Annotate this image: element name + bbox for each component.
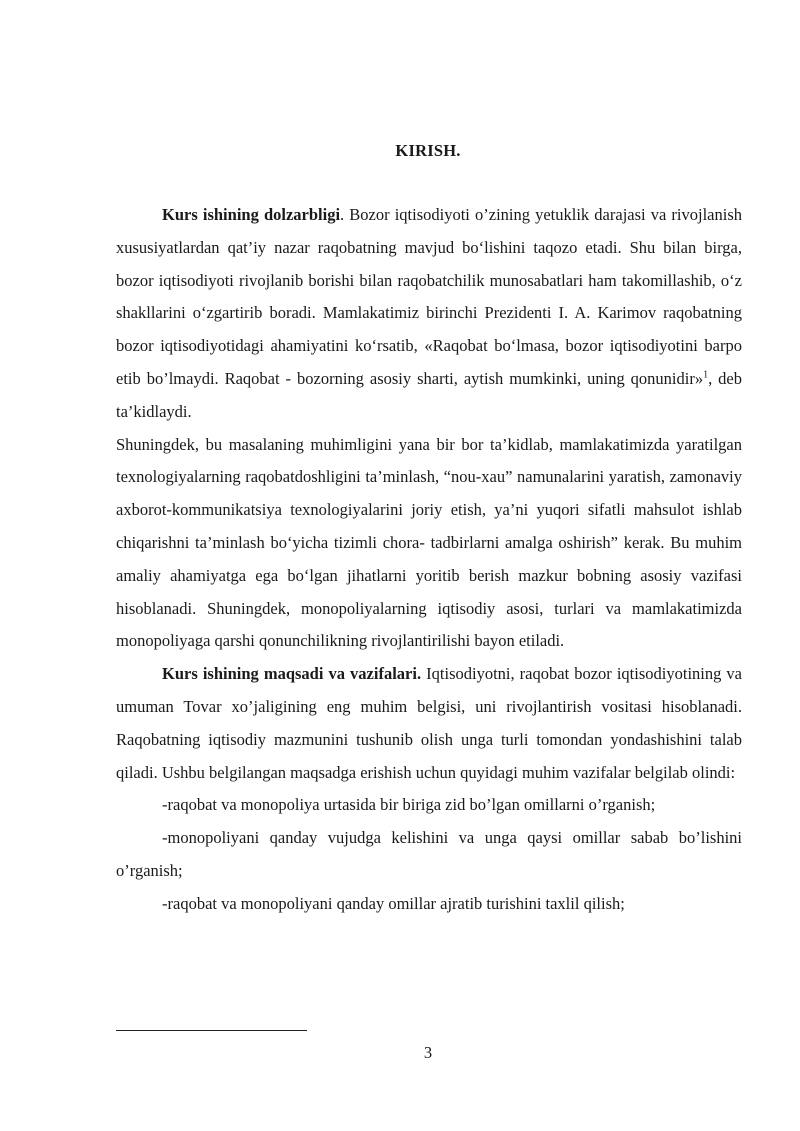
section-heading: KIRISH.: [395, 141, 461, 160]
task-item: -raqobat va monopoliyani qanday omillar ajratib turishini taxlil qilish;: [162, 893, 625, 913]
paragraph-continuation: Shuningdek, bu masalaning muhimligini yana bir bor ta’kidlab, mamlakatimizda yaratilgan texnologiyalarning raqobatdoshligini ta’minlash, “nou-xau” namunalarini yaratish, zamonaviy axborot-kommunikatsiya texnologiyalarini joriy etish, ya’ni yuqori sifatli mahsulot ishlab chiqarishni ta’minlash bo‘yicha tizimli chora- tadbirlarni amalga oshirish” kerak. Bu muhim amaliy ahamiyatga ega bo‘lgan jihatlarni yoritib berish mazkur bobning asosiy vazifasi hisoblanadi. Shuningdek, monopoliyalarning iqtisodiy asosi, turlari va mamlakatimizda monopoliyaga qarshi qonunchilikning rivojlantirilishi bayon etiladi.: [116, 434, 742, 651]
footnote-separator: [116, 1030, 307, 1031]
paragraph-relevance: [116, 199, 742, 429]
footnote-reference[interactable]: 1: [703, 369, 709, 381]
page-number: 3: [423, 1043, 433, 1062]
paragraph-goals: [116, 658, 742, 789]
paragraph-text-after: , deb ta’kidlaydi.: [116, 368, 743, 421]
task-item: -raqobat va monopoliya urtasida bir biriga zid bo’lgan omillarni o’rganish;: [162, 795, 656, 815]
paragraph-text: Iqtisodiyotni, raqobat bozor iqtisodiyotining va umuman Tovar xo’jaligining eng muhim belgisi, uni rivojlantirish vositasi hisoblanadi. Raqobatning iqtisodiy mazmunini tushunib olish unga turli tomondan yondashishini talab qiladi. Ushbu belgilangan maqsadga erishish uchun quyidagi muhim vazifalar belgilab olindi:: [116, 664, 742, 782]
paragraph-bold-lead: Kurs ishining dolzarbligi: [162, 205, 341, 224]
paragraph-bold-lead: Kurs ishining maqsadi va vazifalari.: [162, 664, 422, 684]
task-item: -monopoliyani qanday vujudga kelishini va unga qaysi omillar sabab bo’lishini o’rganish;: [116, 828, 742, 880]
paragraph-text: . Bozor iqtisodiyoti o’zining yetuklik darajasi va rivojlanish xususiyatlardan qat’iy nazar raqobatning mavjud bo‘lishini taqozo etadi. Shu bilan birga, bozor iqtisodiyoti rivojlanib borishi bilan raqobatchilik munosabatlari ham takomillashib, o‘z shakllarini o‘zgartirib boradi. Mamlakatimiz birinchi Prezidenti I. A. Karimov raqobatning bozor iqtisodiyotidagi ahamiyatini ko‘rsatib, «Raqobat bo‘lmasa, bozor iqtisodiyotini barpo etib bo’lmaydi. Raqobat - bozorning asosiy sharti, aytish mumkinki, uning qonunidir»: [116, 205, 742, 388]
body-text: [116, 199, 742, 921]
